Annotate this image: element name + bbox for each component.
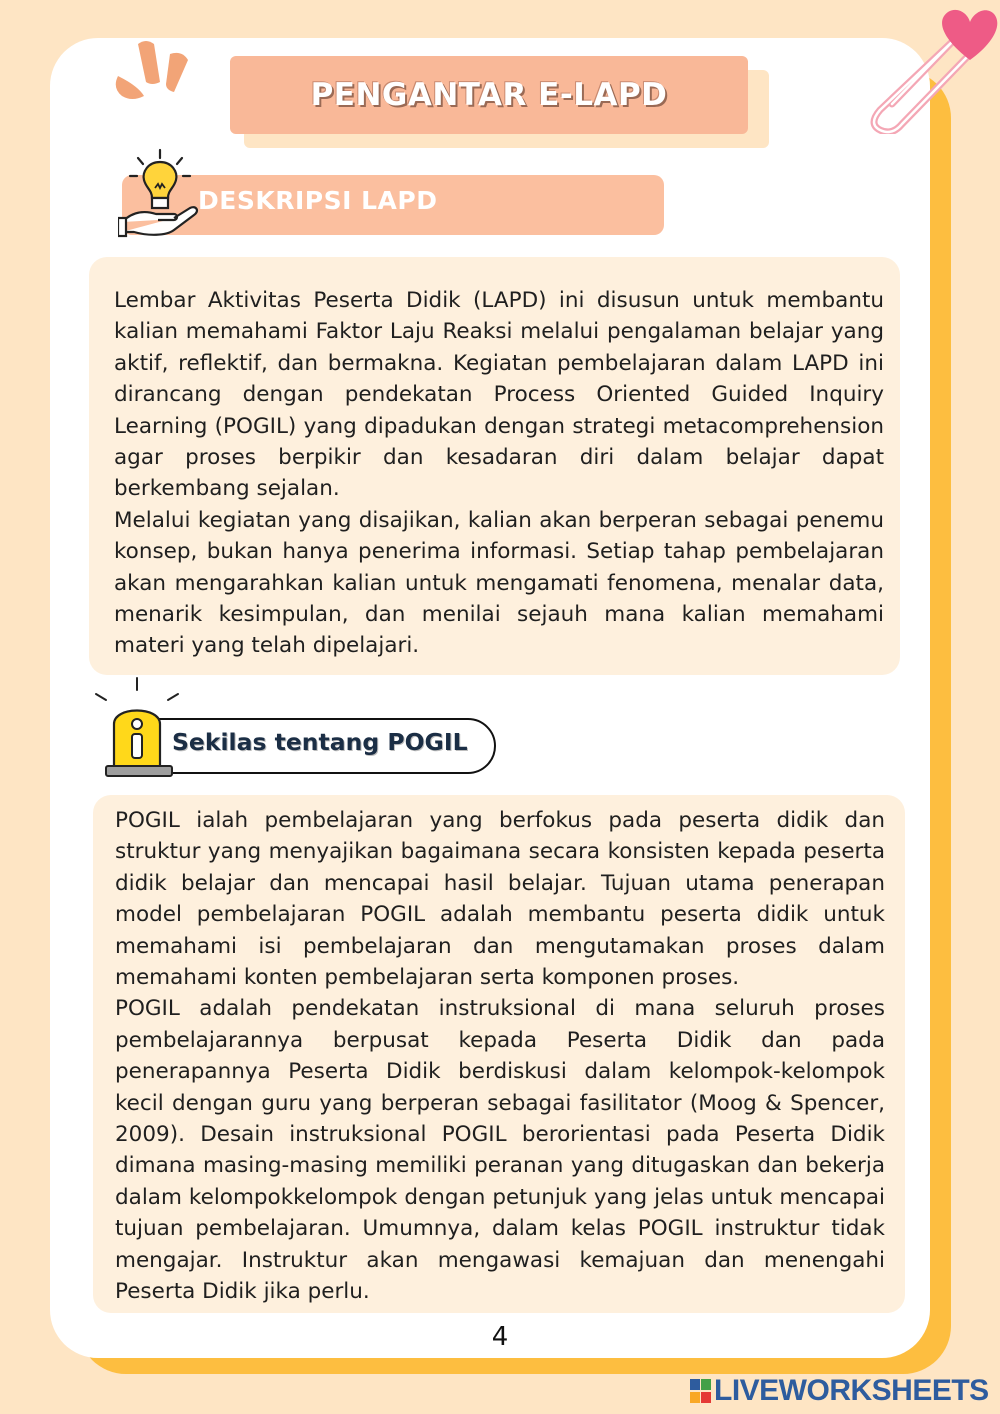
paperclip-heart-icon: [862, 0, 1000, 134]
pogil-body: [115, 805, 885, 1308]
deskripsi-body: [114, 285, 884, 662]
section-heading-deskripsi: DESKRIPSI LAPD: [198, 186, 438, 215]
paragraph: Melalui kegiatan yang disajikan, kalian akan berperan sebagai penemu konsep, bukan hanya penerima informasi. Setiap tahap pembelajaran akan mengarahkan kalian untuk mengamati fenomena, menalar data, menarik kesimpulan, dan menilai sejauh mana kalian memahami materi yang telah dipelajari.: [114, 507, 884, 659]
siren-info-icon: [92, 676, 182, 780]
paragraph: POGIL ialah pembelajaran yang berfokus pada peserta didik dan struktur yang menyajikan bagaimana secara konsisten kepada peserta didik belajar dan mencapai hasil belajar. Tujuan utama penerapan model pembelajaran POGIL adalah membantu peserta didik untuk memahami isi pembelajaran dan mengutamakan proses dalam memahami konten pembelajaran serta komponen proses.: [115, 808, 885, 991]
liveworksheets-logo-icon: [690, 1377, 712, 1405]
lightbulb-hand-icon: [118, 148, 200, 240]
liveworksheets-brand[interactable]: [690, 1374, 989, 1408]
paragraph: Lembar Aktivitas Peserta Didik (LAPD) ini disusun untuk membantu kalian memahami Faktor Laju Reaksi melalui pengalaman belajar yang aktif, reflektif, dan bermakna. Kegiatan pembelajaran dalam LAPD ini dirancang dengan pendekatan Process Oriented Guided Inquiry Learning (POGIL) yang dipadukan dengan strategi metacomprehension agar proses berpikir dan kesadaran diri dalam belajar dapat berkembang sejalan.: [114, 288, 884, 502]
title-banner: [230, 56, 748, 134]
paragraph: POGIL adalah pendekatan instruksional di mana seluruh proses pembelajarannya berpusat kepada Peserta Didik dan pada penerapannya Peserta Didik berdiskusi dalam kelompok-kelompok kecil dengan guru yang berperan sebagai fasilitator (Moog & Spencer, 2009). Desain instruksional POGIL berorientasi pada Peserta Didik dimana masing-masing memiliki peranan yang ditugaskan dan bekerja dalam kelompokkelompok dengan petunjuk yang jelas untuk mencapai tujuan pembelajaran. Umumnya, dalam kelas POGIL instruktur tidak mengajar. Instruktur akan mengawasi kemajuan dan menengahi Peserta Didik jika perlu.: [115, 996, 885, 1305]
section-heading-pogil: Sekilas tentang POGIL: [172, 728, 468, 756]
page-number: 4: [491, 1322, 509, 1352]
brand-name: LIVEWORKSHEETS: [714, 1374, 989, 1407]
burst-decoration-icon: [108, 36, 194, 106]
page-title: PENGANTAR E-LAPD: [310, 77, 668, 113]
